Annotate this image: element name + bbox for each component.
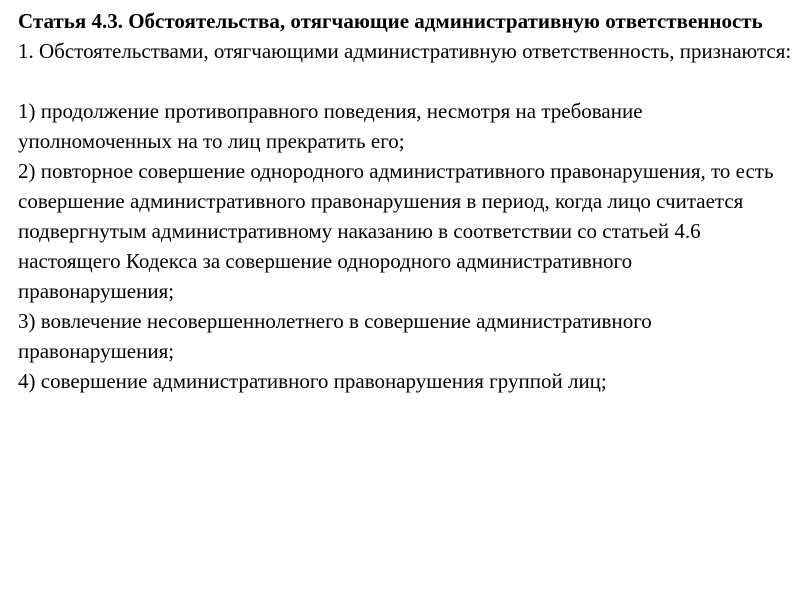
- slide-content: [18, 6, 793, 396]
- list-item-2: 2) повторное совершение однородного административного правонарушения, то есть совершение административного правонарушения в период, когда лицо считается подвергнутым административному наказанию в соответствии со статьей 4.6 настоящего Кодекса за совершение однородного административного правонарушения;: [18, 159, 774, 303]
- article-title: Статья 4.3. Обстоятельства, отягчающие административную ответственность: [18, 9, 763, 33]
- list-item-1: 1) продолжение противоправного поведения, несмотря на требование уполномоченных на то лиц прекратить его;: [18, 99, 643, 153]
- list-item-4: 4) совершение административного правонарушения группой лиц;: [18, 369, 607, 393]
- article-intro: 1. Обстоятельствами, отягчающими административную ответственность, признаются:: [18, 39, 792, 63]
- list-item-3: 3) вовлечение несовершеннолетнего в совершение административного правонарушения;: [18, 309, 652, 363]
- paragraph-spacer: [18, 66, 793, 96]
